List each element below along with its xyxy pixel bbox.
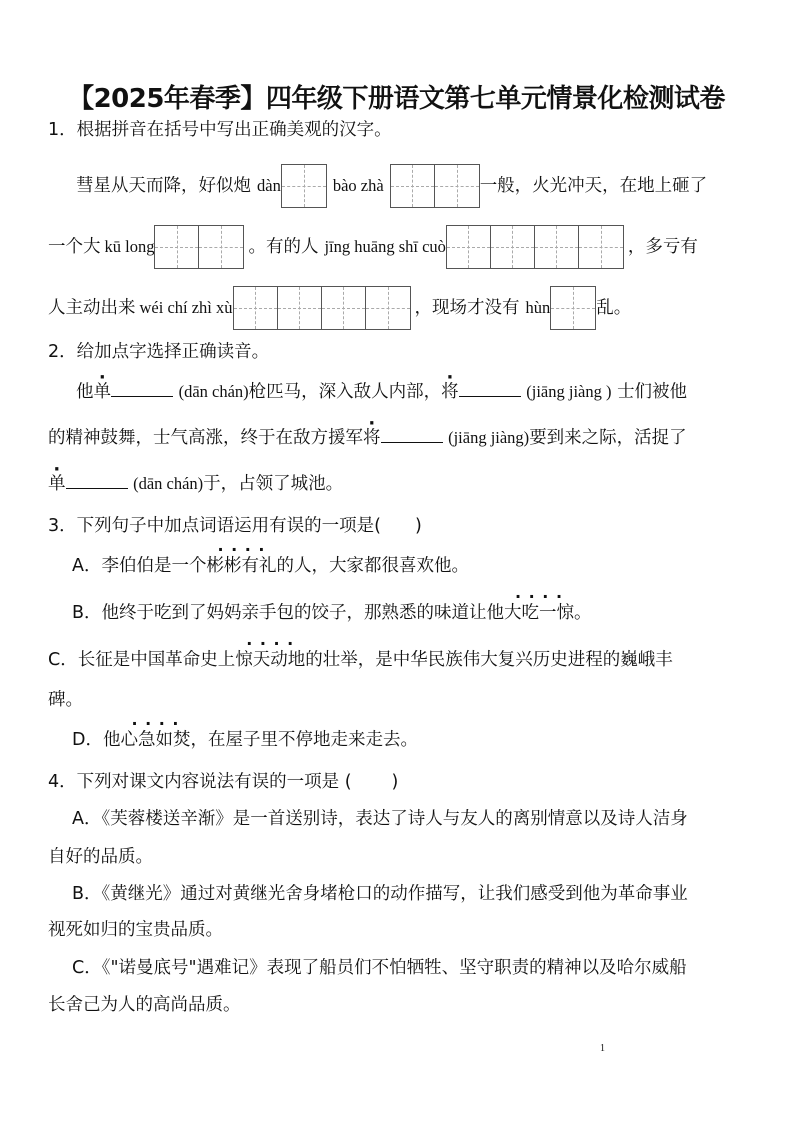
- option-text: 的人，大家都很喜欢他。: [276, 556, 469, 576]
- pinyin-options: (jiāng jiàng ): [526, 382, 612, 401]
- q4-option-b-cont: 视死如归的宝贵品质。: [48, 920, 223, 940]
- answer-grid-4[interactable]: [446, 225, 624, 269]
- q1-line-1: [76, 164, 707, 208]
- page-number: 1: [600, 1043, 605, 1054]
- option-text: 。: [574, 603, 592, 623]
- answer-blank-1[interactable]: [111, 378, 173, 397]
- answer-grid-3[interactable]: [154, 225, 244, 269]
- q4-option-a-cont: 自好的品质。: [48, 847, 153, 867]
- option-text: D．他: [72, 730, 121, 750]
- q2-line-2: [48, 424, 687, 450]
- q1-text: 一个大: [48, 237, 101, 257]
- dotted-char: 单: [48, 474, 66, 494]
- dotted-char: 将: [363, 428, 381, 448]
- q3-option-c[interactable]: [48, 648, 673, 672]
- answer-blank-3[interactable]: [381, 424, 443, 443]
- q4-option-c-cont: 长舍己为人的高尚品质。: [48, 995, 241, 1015]
- q3-option-d[interactable]: [72, 728, 418, 752]
- q1-text: ，多亏有: [627, 237, 698, 257]
- q4-option-c[interactable]: C．《"诺曼底号"遇难记》表现了船员们不怕牺牲、坚守职责的精神以及哈尔威船: [72, 958, 687, 978]
- pinyin: hùn: [525, 298, 551, 317]
- q2-line-1: [76, 378, 687, 404]
- q2-text: 士们被他: [617, 382, 688, 402]
- option-text: ，在屋子里不停地走来走去。: [190, 730, 418, 750]
- q2-text: 他: [76, 382, 94, 402]
- q2-line-3: [48, 470, 343, 496]
- pinyin-options: (dān chán): [133, 474, 204, 493]
- q3-option-c-cont: 碑。: [48, 690, 83, 710]
- q3-prompt-text: 3．下列句子中加点词语运用有误的一项是(: [48, 516, 381, 536]
- q2-text: 枪匹马，深入敌人内部，: [248, 382, 442, 402]
- answer-blank-2[interactable]: [459, 378, 521, 397]
- dotted-char: 将: [441, 382, 459, 402]
- q4-prompt: [48, 770, 398, 794]
- answer-blank-4[interactable]: [66, 470, 128, 489]
- option-text: A．李伯伯是一个: [72, 556, 207, 576]
- q1-text: ，现场才没有: [414, 298, 520, 318]
- answer-grid-2[interactable]: [390, 164, 480, 208]
- q2-prompt: 2．给加点字选择正确读音。: [48, 342, 270, 362]
- q1-text: 人主动出来: [48, 298, 136, 318]
- pinyin: dàn: [257, 176, 281, 195]
- dotted-word: · · · · 彬彬有礼: [206, 554, 276, 578]
- pinyin: wéi chí zhì xù: [139, 298, 233, 317]
- q1-text: 乱。: [596, 298, 632, 318]
- q4-prompt-text: 4．下列对课文内容说法有误的一项是 (: [48, 772, 352, 792]
- pinyin-options: (dān chán): [178, 382, 249, 401]
- answer-grid-5[interactable]: [233, 286, 411, 330]
- q1-line-2: [48, 225, 698, 269]
- dotted-word: · · · · 大吃一惊: [504, 601, 574, 625]
- option-text: 的壮举，是中华民族伟大复兴历史进程的巍峨丰: [305, 650, 673, 670]
- q2-text: 的精神鼓舞，士气高涨，终于在敌方援军: [48, 428, 363, 448]
- dotted-char: 单: [93, 382, 111, 402]
- q4-option-b[interactable]: B．《黄继光》通过对黄继光舍身堵枪口的动作描写，让我们感受到他为革命事业: [72, 884, 688, 904]
- dotted-word: · · · · 惊天动地: [235, 648, 305, 672]
- q3-prompt: [48, 514, 422, 538]
- pinyin: kū long: [104, 237, 155, 256]
- q2-text: 于，占领了城池。: [203, 474, 344, 494]
- pinyin: jīng huāng shī cuò: [324, 237, 446, 256]
- q4-prompt-close: ): [391, 772, 399, 792]
- q1-prompt: 1．根据拼音在括号中写出正确美观的汉字。: [48, 120, 392, 140]
- q1-text: 彗星从天而降，好似炮: [76, 176, 251, 196]
- q1-line-3: [48, 286, 631, 330]
- q3-option-b[interactable]: [72, 601, 592, 625]
- answer-grid-1[interactable]: [281, 164, 327, 208]
- q2-text: 要到来之际，活捉了: [529, 428, 687, 448]
- q3-prompt-close: ): [414, 516, 422, 536]
- q1-text: 。有的人: [248, 237, 319, 257]
- dotted-word: · · · · 心急如焚: [120, 728, 190, 752]
- q1-text: 一般，火光冲天，在地上砸了: [479, 176, 708, 196]
- page-title: 【2025年春季】四年级下册语文第七单元情景化检测试卷: [68, 84, 725, 114]
- q4-option-a[interactable]: A．《芙蓉楼送辛渐》是一首送别诗，表达了诗人与友人的离别情意以及诗人洁身: [72, 809, 688, 829]
- pinyin-options: (jiāng jiàng): [448, 428, 530, 447]
- pinyin: bào zhà: [332, 176, 384, 195]
- option-text: B．他终于吃到了妈妈亲手包的饺子，那熟悉的味道让他: [72, 603, 505, 623]
- q3-option-a[interactable]: [72, 554, 469, 578]
- option-text: C．长征是中国革命史上: [48, 650, 236, 670]
- answer-grid-6[interactable]: [550, 286, 596, 330]
